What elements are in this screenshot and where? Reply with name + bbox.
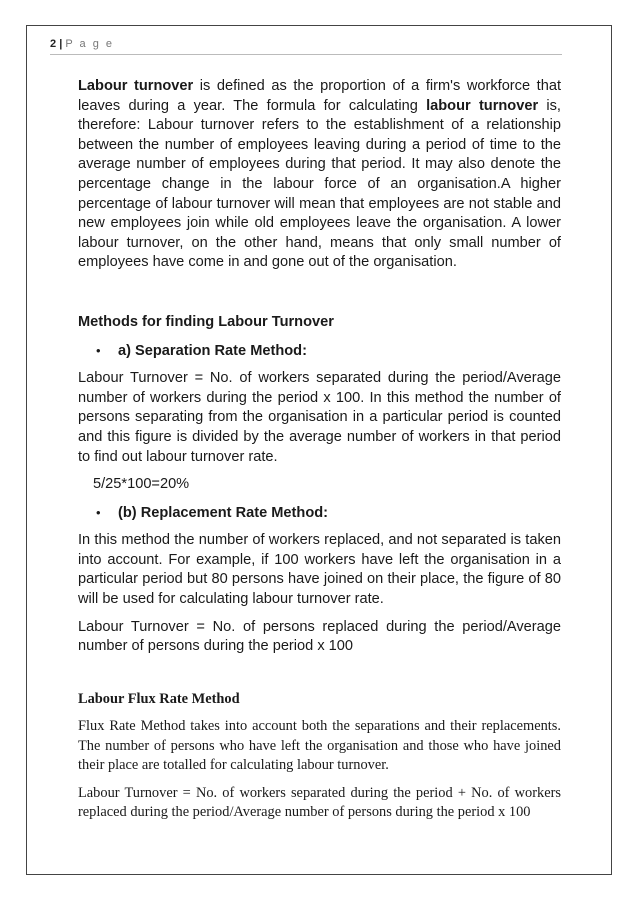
- separation-method-bullet: [96, 341, 561, 362]
- bullet-icon: •: [96, 504, 101, 520]
- separation-method-description: Labour Turnover = No. of workers separated during the period/Average number of workers during the period x 100. In this method the number of persons separating from the organisation in a particular period is counted and this figure is divided by the average number of workers in that period to find out labour turnover rate.: [78, 370, 561, 465]
- separation-example: 5/25*100=20%: [93, 476, 190, 493]
- page-label: P a g e: [65, 38, 114, 50]
- flux-method-title: Labour Flux Rate Method: [78, 690, 240, 707]
- term-labour-turnover: Labour turnover: [78, 78, 194, 94]
- page-header: [50, 38, 562, 50]
- flux-method-description: Flux Rate Method takes into account both the separations and their replacements. The number of persons who have left the organisation and those who have joined their place are totalled for calculating labour turnover.: [78, 718, 561, 774]
- replacement-method-description: In this method the number of workers replaced, and not separated is taken into account. For example, if 100 workers have left the organisation in a particular period but 80 persons have joined on their place, the figure of 80 will be used for calculating labour turnover rate.: [78, 532, 561, 608]
- replacement-method-title: (b) Replacement Rate Method:: [118, 504, 329, 521]
- spacer: [78, 273, 561, 313]
- spacer: [78, 657, 561, 690]
- separation-method-title: a) Separation Rate Method:: [118, 342, 307, 359]
- intro-paragraph: [78, 77, 561, 273]
- intro-text-2: is, therefore: Labour turnover refers to the establishment of a relationship between the number of employees leaving during a period of time to the average number of employees during that period. It may also denote the percentage change in the labour force of an organisation.A higher percentage of labour turnover will mean that employees are not stable and new employees join while old employees leave the organisation. A lower labour turnover, on the other hand, means that only small number of employees have come in and gone out of the organisation.: [78, 97, 561, 271]
- header-rule: [50, 54, 562, 55]
- page-number: 2: [50, 38, 57, 50]
- replacement-method-bullet: [96, 503, 561, 524]
- methods-heading: Methods for finding Labour Turnover: [78, 313, 334, 330]
- flux-method-formula: Labour Turnover = No. of workers separated during the period + No. of workers replaced during the period/Average number of persons during the period x 100: [78, 784, 561, 821]
- header-separator: |: [59, 38, 63, 50]
- bullet-icon: •: [96, 342, 101, 358]
- replacement-method-formula: Labour Turnover = No. of persons replaced during the period/Average number of persons during the period x 100: [78, 618, 561, 655]
- intro-text-1: is defined as the proportion of a firm's workforce that leaves during a year. The formula for calculating: [78, 78, 561, 114]
- term-labour-turnover-2: labour turnover: [426, 97, 539, 114]
- document-body: [78, 77, 561, 823]
